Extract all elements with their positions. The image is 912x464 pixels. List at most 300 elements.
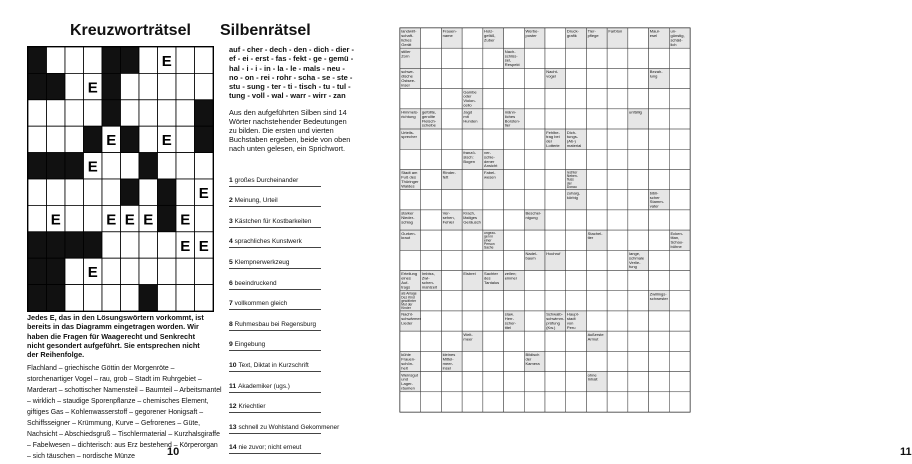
answer-cell[interactable] xyxy=(669,210,690,230)
crossword-cell[interactable] xyxy=(176,73,195,99)
answer-cell[interactable] xyxy=(441,190,462,210)
crossword-cell[interactable] xyxy=(28,205,47,231)
answer-cell[interactable] xyxy=(545,28,566,48)
answer-cell[interactable] xyxy=(483,89,504,109)
answer-cell[interactable] xyxy=(607,169,628,189)
crossword-cell[interactable] xyxy=(139,258,158,284)
crossword-cell[interactable] xyxy=(158,153,177,179)
answer-cell[interactable] xyxy=(524,291,545,311)
clue-text: Nacht-vogel xyxy=(546,69,559,79)
crossword-cell[interactable] xyxy=(84,285,103,311)
answer-cell[interactable] xyxy=(607,351,628,371)
answer-cell[interactable] xyxy=(669,89,690,109)
answer-cell[interactable] xyxy=(545,271,566,291)
answer-cell[interactable] xyxy=(504,291,525,311)
crossword-cell[interactable] xyxy=(84,205,103,231)
answer-cell[interactable] xyxy=(545,392,566,412)
answer-cell[interactable] xyxy=(504,331,525,351)
answer-cell[interactable] xyxy=(607,109,628,129)
answer-cell[interactable] xyxy=(628,271,649,291)
answer-cell[interactable] xyxy=(441,230,462,250)
syllable-answer-row[interactable] xyxy=(229,269,321,290)
answer-cell[interactable] xyxy=(669,271,690,291)
answer-cell[interactable] xyxy=(462,190,483,210)
answer-cell[interactable] xyxy=(628,68,649,88)
answer-cell[interactable] xyxy=(586,351,607,371)
crossword-cell[interactable] xyxy=(195,47,214,73)
answer-cell[interactable] xyxy=(504,210,525,230)
answer-cell[interactable] xyxy=(504,28,525,48)
answer-cell[interactable] xyxy=(628,129,649,149)
clue-text: Eisbrei xyxy=(463,271,476,277)
answer-cell[interactable] xyxy=(607,149,628,169)
crossword-cell[interactable] xyxy=(121,258,140,284)
answer-cell[interactable] xyxy=(586,68,607,88)
answer-cell[interactable] xyxy=(483,291,504,311)
answer-cell[interactable] xyxy=(628,89,649,109)
crossword-cell[interactable] xyxy=(28,100,47,126)
answer-cell[interactable] xyxy=(607,392,628,412)
answer-cell[interactable] xyxy=(669,392,690,412)
answer-cell[interactable] xyxy=(504,230,525,250)
answer-cell[interactable] xyxy=(566,271,587,291)
syllable-list: auf - cher - dech - den - dich - dier - ef - ei - erst - fas - fekt - ge - gemü - hal - i - i - in - la - le - mals - neu - no - on - rei - rohr - scha - se - ste - stu - sung - ter - ti - tisch - tu - tul - tung - voll - wal - warr - wirr - zan xyxy=(229,45,355,101)
answer-cell[interactable] xyxy=(504,169,525,189)
answer-cell[interactable] xyxy=(566,210,587,230)
answer-cell[interactable] xyxy=(586,149,607,169)
answer-cell[interactable] xyxy=(441,149,462,169)
crossword-cell[interactable] xyxy=(176,258,195,284)
crossword-cell[interactable] xyxy=(176,285,195,311)
crossword-cell[interactable] xyxy=(139,73,158,99)
answer-cell[interactable] xyxy=(483,250,504,270)
answer-cell[interactable] xyxy=(504,392,525,412)
answer-cell[interactable] xyxy=(462,169,483,189)
crossword-title: Kreuzworträtsel xyxy=(70,22,191,39)
crossword-cell[interactable] xyxy=(47,179,66,205)
answer-cell[interactable] xyxy=(400,331,421,351)
answer-cell[interactable] xyxy=(441,291,462,311)
answer-cell[interactable] xyxy=(545,149,566,169)
syllable-answer-row[interactable] xyxy=(229,331,321,352)
crossword-cell[interactable] xyxy=(47,100,66,126)
answer-cell[interactable] xyxy=(649,169,670,189)
answer-cell[interactable] xyxy=(441,271,462,291)
answer-cell[interactable] xyxy=(607,250,628,270)
answer-cell[interactable] xyxy=(462,48,483,68)
crossword-cell[interactable] xyxy=(28,126,47,152)
answer-cell[interactable] xyxy=(524,271,545,291)
answer-cell[interactable] xyxy=(483,392,504,412)
answer-cell[interactable] xyxy=(649,351,670,371)
answer-cell[interactable] xyxy=(462,129,483,149)
answer-cell[interactable] xyxy=(545,291,566,311)
answer-cell[interactable] xyxy=(524,149,545,169)
crossword-cell[interactable] xyxy=(102,258,121,284)
crossword-cell[interactable] xyxy=(139,126,158,152)
answer-cell[interactable] xyxy=(504,190,525,210)
answer-cell[interactable] xyxy=(669,311,690,331)
answer-cell[interactable] xyxy=(669,250,690,270)
crossword-block-cell xyxy=(65,232,84,258)
prefilled-letter: E xyxy=(180,211,191,229)
syllable-answer-row[interactable] xyxy=(229,413,340,434)
answer-cell[interactable] xyxy=(586,311,607,331)
answer-cell[interactable] xyxy=(524,372,545,392)
answer-cell[interactable] xyxy=(586,129,607,149)
answer-cell[interactable] xyxy=(649,129,670,149)
swedish-crossword-grid[interactable] xyxy=(400,28,690,412)
crossword-cell[interactable] xyxy=(176,47,195,73)
crossword-cell[interactable] xyxy=(102,285,121,311)
answer-cell[interactable] xyxy=(545,48,566,68)
answer-cell[interactable] xyxy=(524,109,545,129)
crossword-cell[interactable] xyxy=(47,47,66,73)
answer-cell[interactable] xyxy=(649,311,670,331)
answer-cell[interactable] xyxy=(649,210,670,230)
answer-cell[interactable] xyxy=(462,311,483,331)
answer-cell[interactable] xyxy=(669,109,690,129)
answer-cell[interactable] xyxy=(462,372,483,392)
answer-cell[interactable] xyxy=(421,392,442,412)
answer-cell[interactable] xyxy=(607,129,628,149)
crossword-cell[interactable] xyxy=(47,126,66,152)
answer-cell[interactable] xyxy=(649,392,670,412)
crossword-cell[interactable] xyxy=(158,258,177,284)
crossword-cell[interactable] xyxy=(121,100,140,126)
answer-cell[interactable] xyxy=(421,129,442,149)
answer-cell[interactable] xyxy=(524,331,545,351)
answer-cell[interactable] xyxy=(483,68,504,88)
answer-cell[interactable] xyxy=(462,68,483,88)
crossword-cell[interactable] xyxy=(65,126,84,152)
answer-cell[interactable] xyxy=(586,210,607,230)
answer-cell[interactable] xyxy=(586,89,607,109)
answer-cell[interactable] xyxy=(441,331,462,351)
answer-cell[interactable] xyxy=(483,129,504,149)
crossword-cell[interactable] xyxy=(84,179,103,205)
answer-cell[interactable] xyxy=(669,351,690,371)
answer-cell[interactable] xyxy=(607,372,628,392)
answer-cell[interactable] xyxy=(421,230,442,250)
syllable-puzzle-title: Silbenrätsel xyxy=(220,22,311,39)
answer-cell[interactable] xyxy=(483,372,504,392)
crossword-cell[interactable] xyxy=(158,100,177,126)
crossword-cell[interactable] xyxy=(176,179,195,205)
answer-cell[interactable] xyxy=(566,89,587,109)
answer-cell[interactable] xyxy=(421,331,442,351)
clue-text: Gambe oder Violon-cello xyxy=(463,89,477,108)
answer-cell[interactable] xyxy=(586,271,607,291)
answer-cell[interactable] xyxy=(483,109,504,129)
answer-cell[interactable] xyxy=(628,351,649,371)
answer-cell[interactable] xyxy=(421,68,442,88)
crossword-cell[interactable] xyxy=(65,47,84,73)
answer-cell[interactable] xyxy=(649,149,670,169)
answer-cell[interactable] xyxy=(566,109,587,129)
crossword-block-cell xyxy=(121,179,140,205)
answer-cell[interactable] xyxy=(669,149,690,169)
answer-cell[interactable] xyxy=(628,230,649,250)
crossword-cell[interactable] xyxy=(195,153,214,179)
answer-cell[interactable] xyxy=(545,372,566,392)
answer-cell[interactable] xyxy=(524,392,545,412)
answer-cell[interactable] xyxy=(504,250,525,270)
answer-cell[interactable] xyxy=(586,250,607,270)
answer-cell[interactable] xyxy=(669,372,690,392)
answer-cell[interactable] xyxy=(628,28,649,48)
answer-cell[interactable] xyxy=(607,68,628,88)
answer-cell[interactable] xyxy=(400,149,421,169)
answer-cell[interactable] xyxy=(504,149,525,169)
crossword-cell[interactable] xyxy=(84,47,103,73)
answer-cell[interactable] xyxy=(441,372,462,392)
answer-cell[interactable] xyxy=(524,48,545,68)
syllable-answer-row[interactable] xyxy=(229,310,321,331)
answer-cell[interactable] xyxy=(421,210,442,230)
answer-cell[interactable] xyxy=(566,230,587,250)
answer-cell[interactable] xyxy=(545,331,566,351)
answer-cell[interactable] xyxy=(649,372,670,392)
answer-cell[interactable] xyxy=(607,271,628,291)
crossword-cell[interactable] xyxy=(139,179,158,205)
crossword-cell[interactable] xyxy=(65,73,84,99)
answer-cell[interactable] xyxy=(483,351,504,371)
answer-cell[interactable] xyxy=(566,351,587,371)
answer-cell[interactable] xyxy=(566,48,587,68)
answer-cell[interactable] xyxy=(441,89,462,109)
answer-cell[interactable] xyxy=(421,89,442,109)
answer-cell[interactable] xyxy=(400,89,421,109)
answer-cell[interactable] xyxy=(524,230,545,250)
answer-cell[interactable] xyxy=(649,89,670,109)
answer-cell[interactable] xyxy=(628,331,649,351)
answer-cell[interactable] xyxy=(649,331,670,351)
answer-cell[interactable] xyxy=(462,230,483,250)
answer-cell[interactable] xyxy=(628,291,649,311)
answer-cell[interactable] xyxy=(421,149,442,169)
crossword-block-cell xyxy=(84,232,103,258)
answer-cell[interactable] xyxy=(545,230,566,250)
answer-cell[interactable] xyxy=(421,372,442,392)
answer-cell[interactable] xyxy=(628,392,649,412)
answer-cell[interactable] xyxy=(441,250,462,270)
answer-cell[interactable] xyxy=(545,169,566,189)
answer-cell[interactable] xyxy=(669,291,690,311)
clue-text: Fabel-wesen xyxy=(484,170,496,180)
answer-cell[interactable] xyxy=(586,291,607,311)
crossword-cell[interactable] xyxy=(139,232,158,258)
answer-cell[interactable] xyxy=(649,250,670,270)
answer-cell[interactable] xyxy=(566,68,587,88)
syllable-answer-row[interactable] xyxy=(229,434,321,455)
answer-cell[interactable] xyxy=(566,149,587,169)
answer-cell[interactable] xyxy=(421,250,442,270)
answer-cell[interactable] xyxy=(628,48,649,68)
crossword-cell[interactable] xyxy=(121,153,140,179)
crossword-cell[interactable] xyxy=(176,100,195,126)
answer-cell[interactable] xyxy=(607,89,628,109)
answer-cell[interactable] xyxy=(649,48,670,68)
crossword-cell[interactable] xyxy=(65,179,84,205)
crossword-cell[interactable] xyxy=(195,205,214,231)
crossword-cell[interactable] xyxy=(121,73,140,99)
answer-cell[interactable] xyxy=(524,311,545,331)
crossword-cell[interactable] xyxy=(102,179,121,205)
answer-cell[interactable] xyxy=(545,190,566,210)
crossword-cell[interactable] xyxy=(65,100,84,126)
answer-cell[interactable] xyxy=(586,109,607,129)
syllable-answer-row[interactable] xyxy=(229,248,321,269)
answer-cell[interactable] xyxy=(462,28,483,48)
answer-cell[interactable] xyxy=(669,169,690,189)
answer-cell[interactable] xyxy=(628,372,649,392)
crossword-cell[interactable] xyxy=(84,100,103,126)
answer-cell[interactable] xyxy=(483,311,504,331)
clue-text: kühle Frauen-schön-heit xyxy=(401,352,416,371)
answer-cell[interactable] xyxy=(628,149,649,169)
answer-cell[interactable] xyxy=(524,68,545,88)
answer-cell[interactable] xyxy=(462,351,483,371)
answer-cell[interactable] xyxy=(524,89,545,109)
prefilled-letter: E xyxy=(161,132,172,150)
answer-cell[interactable] xyxy=(669,129,690,149)
answer-cell[interactable] xyxy=(483,331,504,351)
answer-cell[interactable] xyxy=(483,210,504,230)
answer-cell[interactable] xyxy=(607,48,628,68)
crossword-cell[interactable] xyxy=(121,232,140,258)
crossword-cell[interactable] xyxy=(65,258,84,284)
answer-cell[interactable] xyxy=(628,311,649,331)
answer-cell[interactable] xyxy=(421,48,442,68)
answer-cell[interactable] xyxy=(483,190,504,210)
crossword-cell[interactable] xyxy=(158,285,177,311)
answer-cell[interactable] xyxy=(483,48,504,68)
crossword-cell[interactable] xyxy=(28,179,47,205)
answer-cell[interactable] xyxy=(628,190,649,210)
crossword-cell[interactable] xyxy=(139,47,158,73)
crossword-cell[interactable] xyxy=(102,153,121,179)
answer-cell[interactable] xyxy=(504,129,525,149)
answer-cell[interactable] xyxy=(504,372,525,392)
answer-cell[interactable] xyxy=(421,190,442,210)
answer-cell[interactable] xyxy=(649,230,670,250)
answer-cell[interactable] xyxy=(441,311,462,331)
crossword-cell[interactable] xyxy=(158,232,177,258)
syllable-answer-row[interactable] xyxy=(229,351,321,372)
answer-cell[interactable] xyxy=(421,311,442,331)
answer-cell[interactable] xyxy=(669,331,690,351)
answer-cell[interactable] xyxy=(524,190,545,210)
syllable-answer-row[interactable] xyxy=(229,207,321,228)
answer-cell[interactable] xyxy=(421,28,442,48)
answer-cell[interactable] xyxy=(545,210,566,230)
answer-cell[interactable] xyxy=(462,250,483,270)
answer-cell[interactable] xyxy=(566,372,587,392)
answer-cell[interactable] xyxy=(504,89,525,109)
answer-cell[interactable] xyxy=(441,392,462,412)
answer-cell[interactable] xyxy=(607,190,628,210)
clue-text: schwe-dische Ostsee-insel xyxy=(401,69,416,88)
answer-cell[interactable] xyxy=(400,250,421,270)
answer-cell[interactable] xyxy=(586,169,607,189)
answer-cell[interactable] xyxy=(504,68,525,88)
answer-cell[interactable] xyxy=(441,68,462,88)
clue-text: Beschei-nigung xyxy=(525,210,542,220)
crossword-cell[interactable] xyxy=(195,258,214,284)
answer-cell[interactable] xyxy=(545,351,566,371)
answer-cell[interactable] xyxy=(566,331,587,351)
syllable-answer-row[interactable] xyxy=(229,187,321,208)
crossword-cell[interactable] xyxy=(65,205,84,231)
answer-cell[interactable] xyxy=(421,169,442,189)
syllable-answer-row[interactable] xyxy=(229,372,321,393)
answer-cell[interactable] xyxy=(441,109,462,129)
crossword-cell[interactable] xyxy=(176,126,195,152)
answer-cell[interactable] xyxy=(400,190,421,210)
answer-cell[interactable] xyxy=(586,190,607,210)
syllable-answer-row[interactable] xyxy=(229,166,321,187)
answer-cell[interactable] xyxy=(400,392,421,412)
answer-cell[interactable] xyxy=(669,190,690,210)
answer-cell[interactable] xyxy=(441,129,462,149)
crossword-cell[interactable] xyxy=(176,153,195,179)
answer-cell[interactable] xyxy=(607,311,628,331)
crossword-cell[interactable] xyxy=(121,285,140,311)
answer-cell[interactable] xyxy=(421,291,442,311)
syllable-answer-row[interactable] xyxy=(229,290,321,311)
answer-cell[interactable] xyxy=(524,129,545,149)
answer-cell[interactable] xyxy=(462,392,483,412)
answer-cell[interactable] xyxy=(628,169,649,189)
crossword-grid[interactable] xyxy=(27,46,214,312)
answer-cell[interactable] xyxy=(607,291,628,311)
crossword-cell[interactable] xyxy=(139,100,158,126)
syllable-instructions: Aus den aufgeführten Silben sind 14 Wörter nachstehender Bedeutungen zu bilden. Die ersten und vierten Buchstaben ergeben, beide von oben nach unten gelesen, ein Sprichwort. xyxy=(229,108,351,153)
answer-cell[interactable] xyxy=(421,351,442,371)
answer-cell[interactable] xyxy=(628,210,649,230)
answer-cell[interactable] xyxy=(566,291,587,311)
answer-cell[interactable] xyxy=(566,392,587,412)
answer-cell[interactable] xyxy=(524,169,545,189)
answer-cell[interactable] xyxy=(649,109,670,129)
crossword-clues: Flachland – griechische Göttin der Morgenröte – storchenartiger Vogel – rau, grob – Stadt im Ruhrgebiet – Marderart – schottischer Namensteil – Baumteil – Arbeitsmantel – wirklich – staudige Sporenpflanze – chemisches Element, giftiges Gas – Kohlenwasserstoff – gegorener Honigsaft – Schiffsseigner – Krümmung, Kurve – Gefrorenes – Güte, Nachsicht – Abschiedsgruß – Tischlermaterial – Kurzhalsgiraffe – Fabelwesen – dichterisch: aus Erz bestehend – Körperorgan – sich täuschen – nordische Münze xyxy=(27,365,222,460)
crossword-cell[interactable] xyxy=(195,73,214,99)
answer-cell[interactable] xyxy=(566,250,587,270)
answer-cell[interactable] xyxy=(649,271,670,291)
syllable-answer-row[interactable] xyxy=(229,393,321,414)
answer-cell[interactable] xyxy=(586,392,607,412)
answer-cell[interactable] xyxy=(669,68,690,88)
answer-cell[interactable] xyxy=(586,48,607,68)
answer-cell[interactable] xyxy=(545,109,566,129)
crossword-block-cell xyxy=(28,258,47,284)
answer-cell[interactable] xyxy=(462,291,483,311)
answer-cell[interactable] xyxy=(607,230,628,250)
answer-cell[interactable] xyxy=(607,210,628,230)
answer-cell[interactable] xyxy=(441,48,462,68)
syllable-clue: 14 nie zuvor; nicht erneut xyxy=(229,444,302,452)
answer-cell[interactable] xyxy=(607,331,628,351)
answer-cell[interactable] xyxy=(504,351,525,371)
crossword-cell[interactable] xyxy=(102,232,121,258)
answer-cell[interactable] xyxy=(669,48,690,68)
syllable-answer-row[interactable] xyxy=(229,228,321,249)
answer-cell[interactable] xyxy=(545,89,566,109)
crossword-cell[interactable] xyxy=(195,285,214,311)
crossword-cell[interactable] xyxy=(158,73,177,99)
crossword-cell[interactable] xyxy=(65,285,84,311)
